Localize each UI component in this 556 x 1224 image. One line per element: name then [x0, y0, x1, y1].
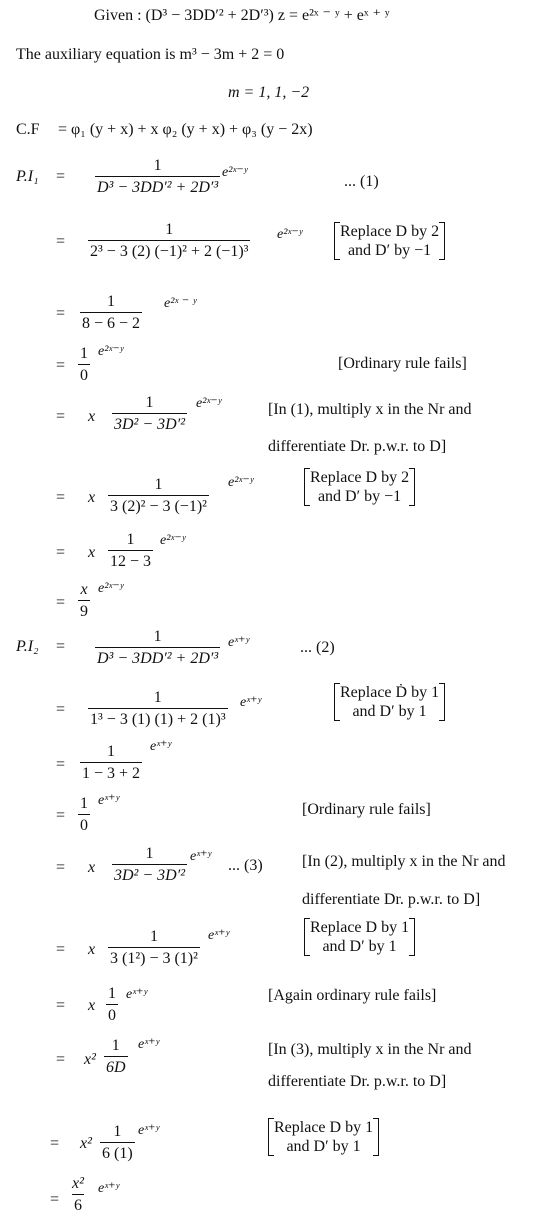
pi1-step7-eq: =: [56, 594, 66, 611]
cf-value: = φ₁ (y + x) + x φ₂ (y + x) + φ₃ (y − 2x): [58, 121, 313, 138]
numerator: 1: [107, 743, 116, 760]
numerator: 1: [111, 1037, 120, 1054]
box-line2: and D′ by 1: [286, 1138, 361, 1155]
pi2-step3-exp: eˣ⁺ʸ: [98, 793, 120, 808]
numerator: 1: [145, 845, 154, 862]
pi2-step9-exp: eˣ⁺ʸ: [98, 1181, 120, 1196]
pi1-step4-note1: [In (1), multiply x in the Nr and: [268, 401, 472, 418]
pi1-step1-fraction: [88, 220, 250, 261]
cf-label: C.F: [16, 121, 40, 138]
pi1-step6-exp: e²ˣ⁻ʸ: [160, 533, 186, 548]
pi2-step7-exp: eˣ⁺ʸ: [138, 1037, 160, 1052]
pi1-step5-exp: e²ˣ⁻ʸ: [228, 475, 254, 490]
roots: m = 1, 1, −2: [228, 84, 310, 101]
denominator: 8 − 6 − 2: [80, 312, 142, 333]
pi2-step3-eq: =: [56, 807, 66, 824]
box-line2: and D′ by −1: [347, 242, 432, 259]
pi1-step4-note2: differentiate Dr. p.w.r. to D]: [268, 438, 447, 455]
pi2-step6-fraction: [106, 984, 118, 1025]
pi1-step6-coef: x: [88, 544, 96, 561]
box-line1: Replace D by 1: [310, 919, 410, 936]
box-line2: and D′ by −1: [317, 488, 402, 505]
pi1-step1-replace-box: [334, 222, 445, 260]
pi1-step3-fraction: [78, 344, 90, 385]
pi1-step3-note: [Ordinary rule fails]: [338, 355, 467, 372]
pi2-step0-exp: eˣ⁺ʸ: [228, 635, 250, 650]
numerator: 1: [113, 1123, 122, 1140]
denominator: 6D: [104, 1056, 128, 1077]
numerator: 1: [165, 221, 174, 238]
pi2-step6-coef: x: [88, 997, 96, 1014]
pi1-step2-eq: =: [56, 305, 66, 322]
pi1-step4-coef: x: [88, 408, 96, 425]
pi2-step2-exp: eˣ⁺ʸ: [150, 739, 172, 754]
pi2-step4-fraction: [112, 844, 187, 885]
denominator: 0: [106, 1004, 118, 1025]
pi2-step8-eq: =: [50, 1135, 60, 1152]
pi2-step1-eq: =: [56, 701, 66, 718]
denominator: 0: [78, 364, 90, 385]
numerator: 1: [80, 345, 88, 362]
denominator: 9: [78, 600, 90, 621]
numerator: x: [80, 581, 88, 598]
pi1-step4-exp: e²ˣ⁻ʸ: [196, 396, 222, 411]
numerator: 1: [80, 795, 88, 812]
numerator: 1: [145, 394, 154, 411]
denominator: 2³ − 3 (2) (−1)² + 2 (−1)³: [88, 240, 250, 261]
pi1-step7-fraction: [78, 580, 90, 621]
pi2-step7-coef: x²: [84, 1051, 96, 1068]
denominator: D³ − 3DD′² + 2D′³: [95, 647, 220, 668]
pi2-step7-note1: [In (3), multiply x in the Nr and: [268, 1041, 472, 1058]
numerator: 1: [153, 628, 162, 645]
pi2-step0-tag: ... (2): [300, 639, 335, 656]
pi1-step6-fraction: [108, 530, 153, 571]
pi2-step6-note: [Again ordinary rule fails]: [268, 987, 437, 1004]
pi1-step5-fraction: [108, 475, 209, 516]
box-line2: and D′ by 1: [322, 938, 397, 955]
numerator: x²: [72, 1175, 84, 1192]
pi2-step3-fraction: [78, 794, 90, 835]
numerator: 1: [107, 293, 116, 310]
denominator: 3 (2)² − 3 (−1)²: [108, 495, 209, 516]
pi1-step0-tag: ... (1): [344, 173, 379, 190]
pi2-step4-note1: [In (2), multiply x in the Nr and: [302, 853, 506, 870]
denominator: 3 (1²) − 3 (1)²: [108, 947, 200, 968]
pi2-step6-exp: eˣ⁺ʸ: [126, 987, 148, 1002]
numerator: 1: [108, 985, 116, 1002]
pi2-step6-eq: =: [56, 997, 66, 1014]
pi2-step9-eq: =: [50, 1191, 60, 1208]
pi1-step3-eq: =: [56, 357, 66, 374]
pi1-step5-eq: =: [56, 489, 66, 506]
denominator: 3D² − 3D′²: [112, 864, 187, 885]
pi1-step1-eq: =: [56, 233, 66, 250]
pi2-step5-coef: x: [88, 941, 96, 958]
pi2-step2-fraction: [80, 742, 142, 783]
pi2-step7-note2: differentiate Dr. p.w.r. to D]: [268, 1073, 447, 1090]
pi1-step0-fraction: [95, 156, 220, 197]
pi1-step1-exp: e²ˣ⁻ʸ: [277, 227, 303, 242]
pi2-step4-coef: x: [88, 859, 96, 876]
pi1-step2-fraction: [80, 292, 142, 333]
pi2-step5-fraction: [108, 927, 200, 968]
pi2-step8-replace-box: [268, 1118, 379, 1156]
pi1-step3-exp: e²ˣ⁻ʸ: [98, 344, 124, 359]
numerator: 1: [153, 689, 162, 706]
pi2-step1-exp: eˣ⁺ʸ: [240, 695, 262, 710]
pi1-step2-exp: e²ˣ ⁻ ʸ: [164, 296, 197, 311]
pi1-step4-eq: =: [56, 408, 66, 425]
pi1-step7-exp: e²ˣ⁻ʸ: [98, 581, 124, 596]
pi1-label: P.I₁: [16, 168, 39, 185]
given-equation: Given : (D³ − 3DD′² + 2D′³) z = e²ˣ ⁻ ʸ + eˣ ⁺ ʸ: [94, 7, 390, 24]
pi2-step5-replace-box: [304, 918, 415, 956]
denominator: 3D² − 3D′²: [112, 413, 187, 434]
pi2-step9-fraction: [70, 1174, 86, 1215]
box-line2: and D′ by 1: [352, 703, 427, 720]
pi2-step4-eq: =: [56, 859, 66, 876]
pi2-step5-eq: =: [56, 941, 66, 958]
box-line1: Replace D by 2: [340, 223, 440, 240]
pi2-step0-eq: =: [56, 638, 66, 655]
pi1-step5-coef: x: [88, 489, 96, 506]
box-line1: Replace D by 1: [274, 1119, 374, 1136]
denominator: D³ − 3DD′² + 2D′³: [95, 176, 220, 197]
pi2-step8-exp: eˣ⁺ʸ: [138, 1123, 160, 1138]
pi2-step3-note: [Ordinary rule fails]: [302, 801, 431, 818]
pi1-step0-eq: =: [56, 168, 66, 185]
numerator: 1: [126, 531, 135, 548]
pi2-step4-exp: eˣ⁺ʸ: [190, 849, 212, 864]
pi2-step7-fraction: [104, 1036, 128, 1077]
pi2-step8-coef: x²: [80, 1135, 92, 1152]
pi2-step5-exp: eˣ⁺ʸ: [208, 928, 230, 943]
denominator: 12 − 3: [108, 550, 153, 571]
denominator: 1³ − 3 (1) (1) + 2 (1)³: [88, 708, 228, 729]
pi2-step4-note2: differentiate Dr. p.w.r. to D]: [302, 891, 481, 908]
denominator: 6: [72, 1194, 84, 1215]
denominator: 1 − 3 + 2: [80, 762, 142, 783]
box-line1: Replace D by 2: [310, 469, 410, 486]
denominator: 0: [78, 814, 90, 835]
pi2-step8-fraction: [100, 1122, 135, 1163]
pi2-step1-fraction: [88, 688, 228, 729]
box-line1: Replace Ḋ by 1: [340, 684, 440, 701]
pi1-step4-fraction: [112, 393, 187, 434]
pi1-step6-eq: =: [56, 544, 66, 561]
pi2-step4-tag: ... (3): [228, 857, 263, 874]
numerator: 1: [149, 928, 158, 945]
pi1-step5-replace-box: [304, 468, 415, 506]
pi2-step2-eq: =: [56, 756, 66, 773]
numerator: 1: [154, 476, 163, 493]
pi2-step7-eq: =: [56, 1051, 66, 1068]
denominator: 6 (1): [100, 1142, 135, 1163]
numerator: 1: [153, 157, 162, 174]
pi1-step0-exp: e²ˣ⁻ʸ: [222, 165, 248, 180]
pi2-step0-fraction: [95, 627, 220, 668]
auxiliary-equation: The auxiliary equation is m³ − 3m + 2 = 0: [16, 46, 285, 63]
pi2-step1-replace-box: [334, 683, 445, 721]
pi2-label: P.I₂: [16, 638, 39, 655]
